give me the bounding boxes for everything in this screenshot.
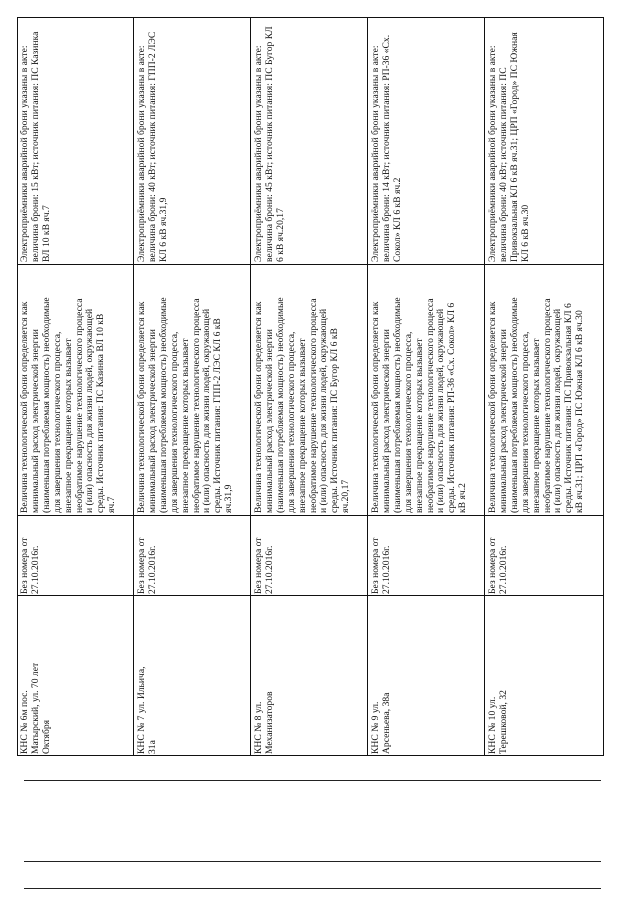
- col-divider-doc: [17, 595, 604, 596]
- row5-object: КНС № 10 ул. Терешковой, 32: [487, 690, 509, 754]
- row1-emergency-reserve: Электроприёмники аварийной брони указаны в акте: величина брони: 15 кВт; источник питания: ПС Казинка ВЛ 10 кВ яч.7: [19, 31, 52, 262]
- row5-tech-reserve: Величина технологической брони определяется как минимальный расход электрической энергии (наименьшая потребляемая мощность) необходимые для завершения технологического процесса, внезапное прекращение которых вызывает необратимое нарушение технологического процесса и (или) опасность для жизни людей, окружающей среды. Источник питания: ПС Привокзальная КЛ 6 кВ яч.31; ЦРП «Город» ПС Южная КЛ 6 кВ яч.30: [487, 297, 586, 513]
- row-divider-3: [367, 17, 368, 756]
- row3-tech-reserve: Величина технологической брони определяется как минимальный расход электрической энергии (наименьшая потребляемая мощность) необходимые для завершения технологического процесса, внезапное прекращение которых вызывает необратимое нарушение технологического процесса и (или) опасность для жизни людей, окружающей среды. Источник питания: ПС Бугор КЛ 6 кВ яч.20,17: [253, 297, 352, 513]
- row5-emergency-reserve: Электроприёмники аварийной брони указаны в акте: величина брони: 40 кВт; источник питания: ПС Привокзальная КЛ 6 кВ яч.31; ЦРП «Город» ПС Южная КЛ 6 кВ яч.30: [487, 32, 531, 262]
- row3-document: Без номера от 27.10.2016г.: [253, 537, 275, 594]
- row4-object: КНС № 9 ул. Арсеньева, 38а: [370, 692, 392, 754]
- row5-document: Без номера от 27.10.2016г.: [487, 537, 509, 594]
- row3-emergency-reserve: Электроприёмники аварийной брони указаны в акте: величина брони: 45 кВт; источник питания: ПС Бугор КЛ 6 кВ яч.20,17: [253, 26, 286, 262]
- rule-1: [24, 780, 601, 781]
- row1-document: Без номера от 27.10.2016г.: [19, 537, 41, 594]
- row2-document: Без номера от 27.10.2016г.: [136, 537, 158, 594]
- table-left-border: [17, 17, 18, 756]
- row1-object: КНС № 6м пос. Матырский, ул. 70 лет Октября: [19, 662, 52, 754]
- row1-tech-reserve: Величина технологической брони определяется как минимальный расход электрической энергии (наименьшая потребляемая мощность) необходимые для завершения технологического процесса, внезапное прекращение которых вызывает необратимое нарушение технологического процесса и (или) опасность для жизни людей, окружающей среды. Источник питания: ПС Казинка ВЛ 10 кВ яч.7: [19, 297, 118, 513]
- row4-document: Без номера от 27.10.2016г.: [370, 537, 392, 594]
- row-divider-4: [484, 17, 485, 756]
- row3-object: КНС № 8 ул. Механизаторов: [253, 691, 275, 754]
- row2-object: КНС № 7 ул. Ильича, 31а: [136, 666, 158, 754]
- rule-3: [24, 888, 601, 889]
- row2-tech-reserve: Величина технологической брони определяется как минимальный расход электрической энергии (наименьшая потребляемая мощность) необходимые для завершения технологического процесса, внезапное прекращение которых вызывает необратимое нарушение технологического процесса и (или) опасность для жизни людей, окружающей среды. Источник питания: ГПП-2 ЛЭС КЛ 6 кВ яч.31,9: [136, 297, 235, 513]
- col-divider-tech: [17, 515, 604, 516]
- col-divider-emergency: [17, 264, 604, 265]
- row2-emergency-reserve: Электроприёмники аварийной брони указаны в акте: величина брони: 40 кВт; источник питания: ГПП-2 ЛЭС КЛ 6 кВ яч.31,9: [136, 31, 169, 262]
- table-bottom-border: [17, 755, 604, 756]
- row4-tech-reserve: Величина технологической брони определяется как минимальный расход электрической энергии (наименьшая потребляемая мощность) необходимые для завершения технологического процесса, внезапное прекращение которых вызывает необратимое нарушение технологического процесса и (или) опасность для жизни людей, окружающей среды. Источник питания: РП-36 «Сх. Сокол» КЛ 6 кВ яч.2: [370, 297, 469, 513]
- table-right-border: [603, 17, 604, 756]
- rule-2: [24, 861, 601, 862]
- row-divider-1: [133, 17, 134, 756]
- row-divider-2: [250, 17, 251, 756]
- row4-emergency-reserve: Электроприёмники аварийной брони указаны в акте: величина брони: 14 кВт; источник питания: РП-36 «Сх. Сокол» КЛ 6 кВ яч.2: [370, 34, 403, 262]
